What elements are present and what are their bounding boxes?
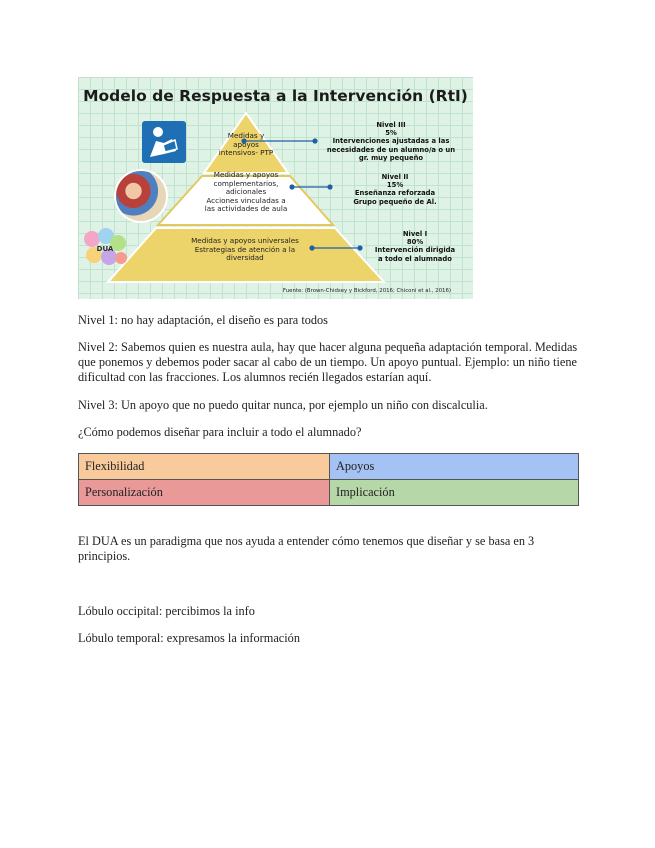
figure-title: Modelo de Respuesta a la Intervención (RtI) bbox=[83, 87, 468, 105]
paragraph-level-1: Nivel 1: no hay adaptación, el diseño es para todos bbox=[78, 313, 328, 327]
paragraph-dua: El DUA es un paradigma que nos ayuda a entender cómo tenemos que diseñar y se basa en 3 principios. bbox=[78, 534, 535, 563]
classroom-photo-icon bbox=[114, 169, 168, 223]
reading-person-icon bbox=[142, 121, 186, 163]
principles-table bbox=[78, 453, 579, 506]
table-row bbox=[79, 480, 579, 506]
level-3-description: Nivel III 5% Intervenciones ajustadas a las necesidades de un alumno/a o un gr. muy pequeño bbox=[326, 121, 456, 162]
pyramid-top-text: Medidas y apoyos intensivos- PTP bbox=[218, 131, 274, 158]
dua-label: DUA bbox=[96, 245, 114, 253]
paragraph-level-3: Nivel 3: Un apoyo que no puedo quitar nunca, por ejemplo un niño con discalculia. bbox=[78, 398, 488, 412]
paragraph-question: ¿Cómo podemos diseñar para incluir a todo el alumnado? bbox=[78, 425, 362, 439]
table-cell-flexibilidad: Flexibilidad bbox=[79, 454, 330, 480]
paragraph-temporal: Lóbulo temporal: expresamos la información bbox=[78, 631, 300, 645]
table-cell-personalizacion: Personalización bbox=[79, 480, 330, 506]
table-cell-apoyos: Apoyos bbox=[330, 454, 579, 480]
figure-source: Fuente: (Brown-Chidsey y Bickford, 2016; Chiconi et al., 2016) bbox=[282, 288, 451, 294]
level-2-description: Nivel II 15% Enseñanza reforzada Grupo pequeño de Al. bbox=[353, 173, 437, 206]
pyramid-bottom-text: Medidas y apoyos universales Estrategias de atención a la diversidad bbox=[191, 236, 299, 263]
paragraph-occipital: Lóbulo occipital: percibimos la info bbox=[78, 604, 255, 618]
pyramid-middle-text: Medidas y apoyos complementarios, adicionales Acciones vinculadas a las actividades de aula bbox=[204, 170, 288, 214]
paragraph-level-2: Nivel 2: Sabemos quien es nuestra aula, hay que hacer alguna pequeña adaptación temporal. Medidas que ponemos y debemos poder sacar al cabo de un tiempo. Un apoyo puntual. Ejemplo: un niño tiene dificultad con las fracciones. Los alumnos recién llegados estarían aquí. bbox=[78, 340, 578, 384]
table-cell-implicacion: Implicación bbox=[330, 480, 579, 506]
level-1-description: Nivel I 80% Intervención dirigida a todo el alumnado bbox=[374, 230, 456, 263]
dua-brain-icon bbox=[82, 227, 128, 269]
table-row bbox=[79, 454, 579, 480]
rti-model-figure bbox=[78, 77, 473, 299]
